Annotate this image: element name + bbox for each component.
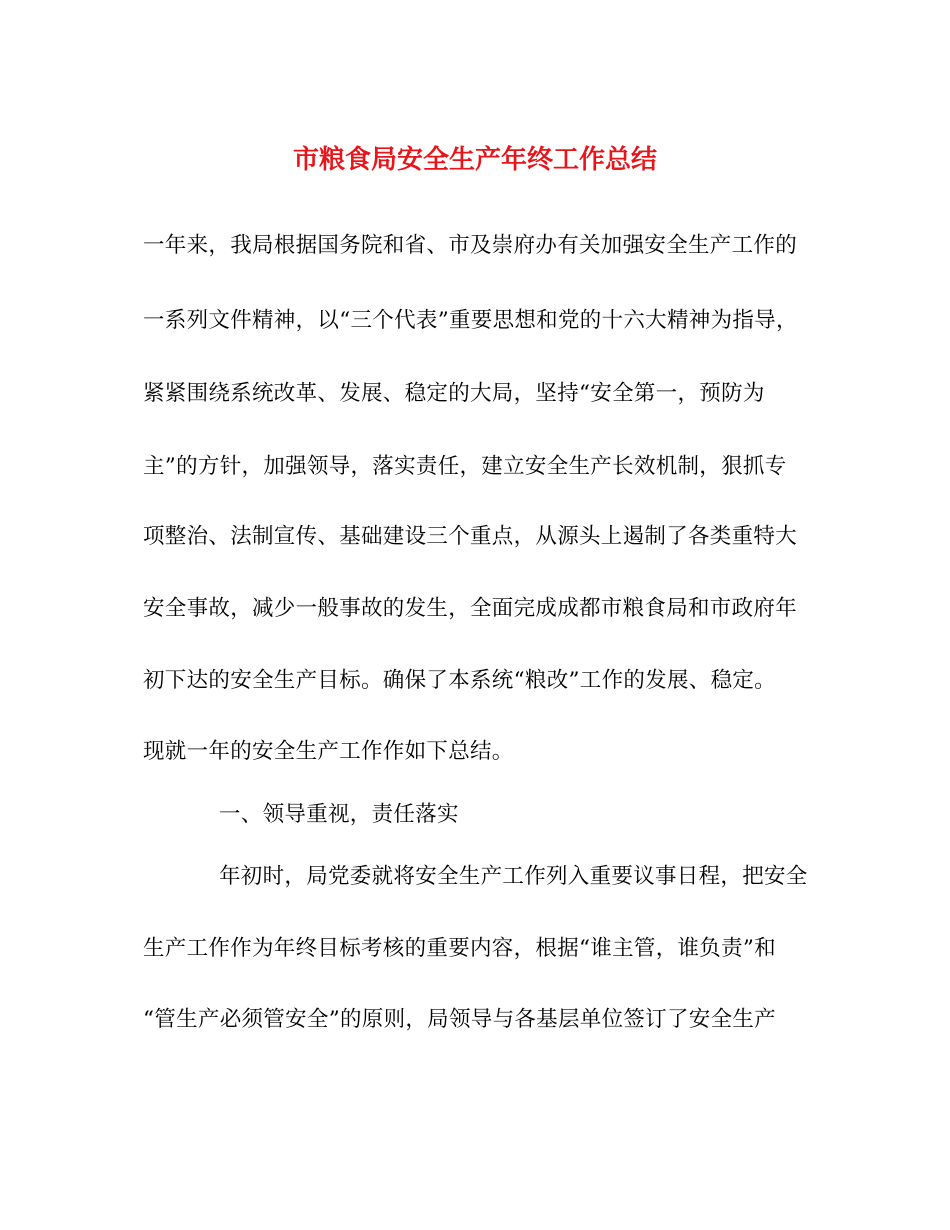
body-line-1: 一年来，我局根据国务院和省、市及崇府办有关加强安全生产工作的 — [143, 233, 798, 258]
body-line-5: 项整治、法制宣传、基础建设三个重点，从源头上遏制了各类重特大 — [143, 524, 798, 549]
body-line-2: 一系列文件精神，以“三个代表”重要思想和党的十六大精神为指导， — [143, 308, 798, 333]
body-line-3: 紧紧围绕系统改革、发展、稳定的大局，坚持“安全第一，预防为 — [143, 381, 765, 406]
body-line-8: 现就一年的安全生产工作作如下总结。 — [143, 739, 514, 764]
body-line-6: 安全事故，减少一般事故的发生，全面完成成都市粮食局和市政府年 — [143, 596, 798, 621]
body-line-4: 主”的方针，加强领导，落实责任，建立安全生产长效机制，狠抓专 — [143, 454, 787, 479]
body-line-7: 初下达的安全生产目标。确保了本系统“粮改”工作的发展、稳定。 — [143, 668, 776, 693]
body-line-11: “管生产必须管安全”的原则，局领导与各基层单位签订了安全生产 — [143, 1007, 776, 1032]
body-line-9: 年初时，局党委就将安全生产工作列入重要议事日程，把安全 — [219, 864, 808, 889]
document-title: 市粮食局安全生产年终工作总结 — [292, 145, 657, 175]
section-heading-1: 一、领导重视，责任落实 — [219, 802, 459, 827]
body-line-10: 生产工作作为年终目标考核的重要内容，根据“谁主管，谁负责”和 — [143, 936, 776, 961]
